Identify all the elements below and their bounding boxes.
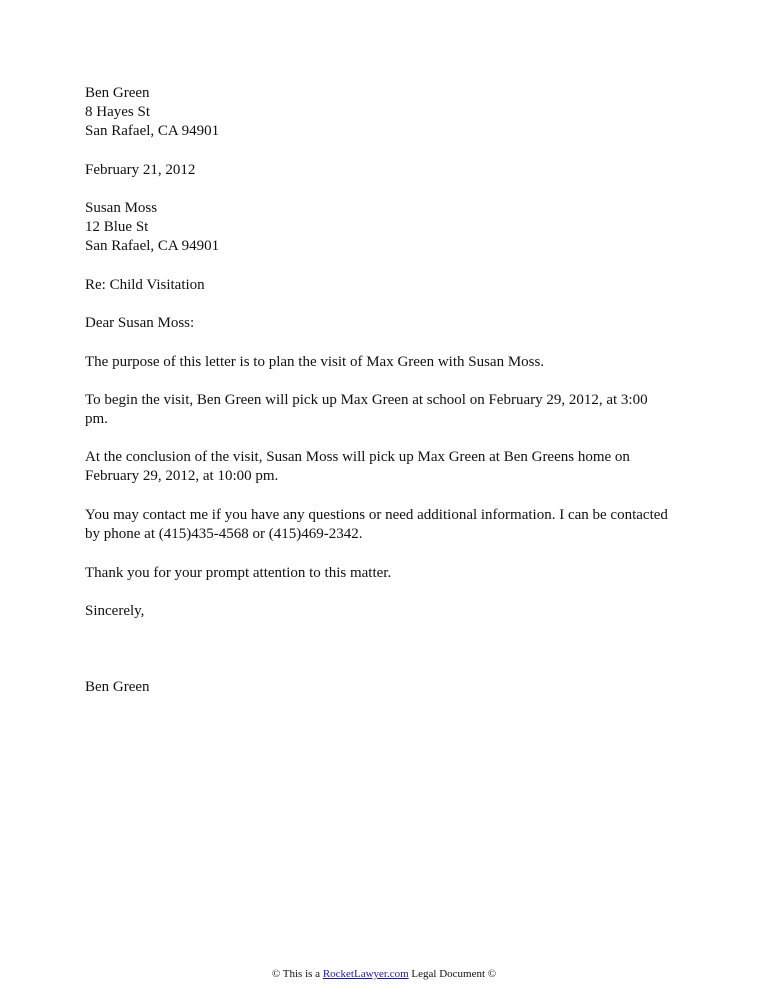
paragraph-purpose	[85, 353, 685, 372]
contact-line-2: by phone at (415)435-4568 or (415)469-2342.	[85, 526, 363, 542]
salutation: Dear Susan Moss:	[85, 315, 195, 331]
recipient-address	[85, 199, 685, 256]
salutation-block	[85, 314, 685, 333]
conclusion-line-1: At the conclusion of the visit, Susan Moss will pick up Max Green at Ben Greens home on	[85, 449, 630, 465]
footer-prefix: © This is a	[271, 968, 323, 980]
recipient-city: San Rafael, CA 94901	[85, 238, 220, 254]
signature-name: Ben Green	[85, 679, 150, 695]
paragraph-conclusion	[85, 448, 685, 486]
begin-visit-line-2: pm.	[85, 411, 108, 427]
sender-address	[85, 84, 685, 141]
sender-name: Ben Green	[85, 85, 150, 101]
paragraph-thanks	[85, 564, 685, 583]
letter-date-block	[85, 161, 685, 180]
subject-block	[85, 276, 685, 295]
sender-street: 8 Hayes St	[85, 104, 150, 120]
thanks-text: Thank you for your prompt attention to this matter.	[85, 565, 392, 581]
closing: Sincerely,	[85, 603, 145, 619]
conclusion-line-2: February 29, 2012, at 10:00 pm.	[85, 468, 279, 484]
sender-city: San Rafael, CA 94901	[85, 123, 220, 139]
closing-block	[85, 602, 685, 621]
paragraph-begin-visit	[85, 391, 685, 429]
paragraph-contact	[85, 506, 685, 544]
footer-suffix: Legal Document ©	[408, 968, 497, 980]
recipient-street: 12 Blue St	[85, 219, 149, 235]
rocketlawyer-link[interactable]: RocketLawyer.com	[322, 968, 409, 980]
begin-visit-line-1: To begin the visit, Ben Green will pick up Max Green at school on February 29, 2012, at 3:00	[85, 392, 648, 408]
signature-block	[85, 678, 685, 697]
legal-footer	[0, 968, 768, 981]
recipient-name: Susan Moss	[85, 200, 158, 216]
contact-line-1: You may contact me if you have any questions or need additional information. I can be contacted	[85, 507, 668, 523]
letter-date: February 21, 2012	[85, 162, 196, 178]
purpose-text: The purpose of this letter is to plan the visit of Max Green with Susan Moss.	[85, 354, 545, 370]
subject-line: Re: Child Visitation	[85, 277, 205, 293]
